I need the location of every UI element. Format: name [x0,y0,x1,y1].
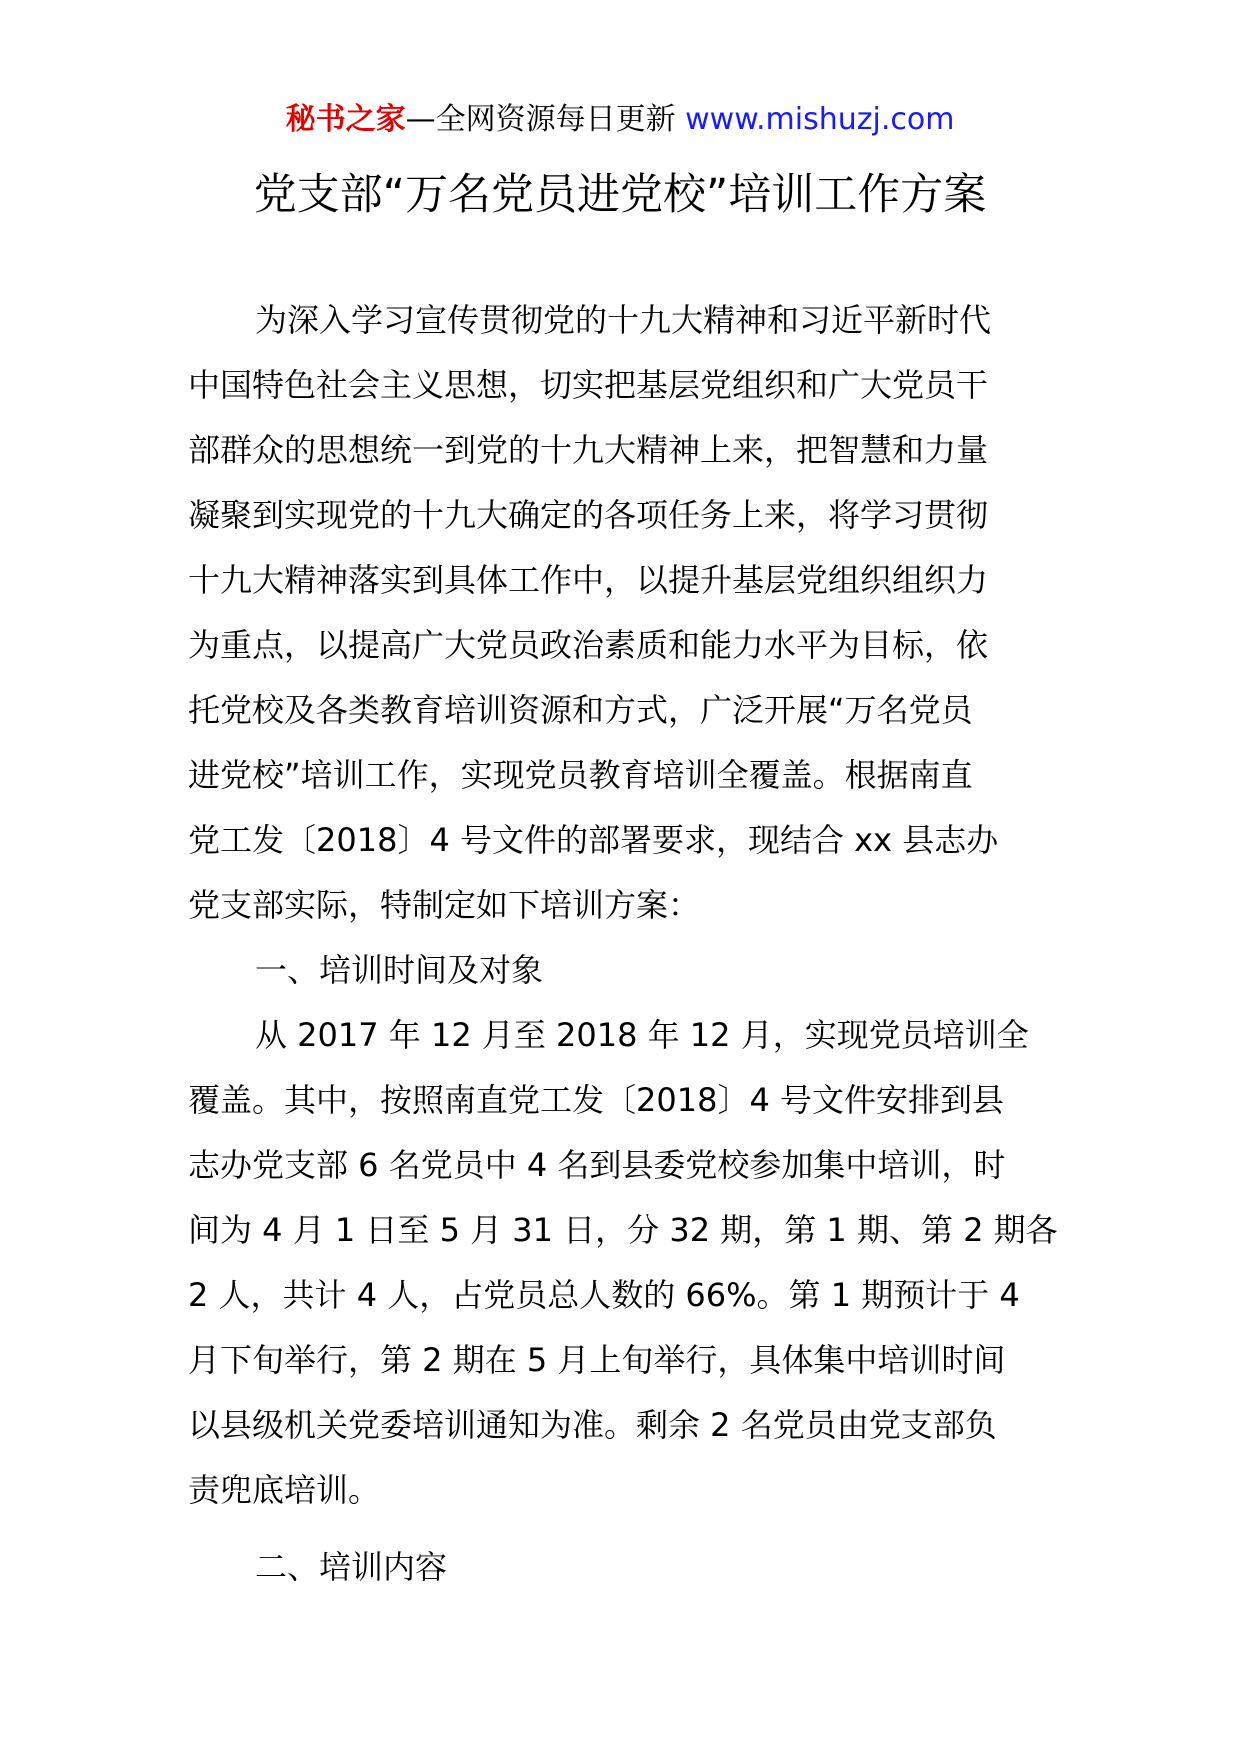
intro-line: 为重点，以提高广大党员政治素质和能力水平为目标，依 [188,626,989,664]
document-body [188,288,1058,1600]
intro-line: 中国特色社会主义思想，切实把基层党组织和广大党员干 [188,366,989,404]
intro-line: 部群众的思想统一到党的十九大精神上来，把智慧和力量 [188,431,989,469]
brand-name: 秘书之家 [285,102,406,137]
document-title: 党支部“万名党员进党校”培训工作方案 [253,170,987,220]
paragraph-line: 间为 4 月 1 日至 5 月 31 日，分 32 期，第 1 期、第 2 期各 [188,1211,1058,1249]
paragraph-line: 志办党支部 6 名党员中 4 名到县委党校参加集中培训，时 [188,1146,1006,1184]
site-header [0,100,1240,140]
paragraph-line: 从 2017 年 12 月至 2018 年 12 月，实现党员培训全 [255,1016,1029,1054]
paragraph-line: 责兜底培训。 [188,1471,381,1509]
paragraph-line: 2 人，共计 4 人，占党员总人数的 66%。第 1 期预计于 4 [188,1276,1020,1314]
paragraph-spacer [188,1523,1054,1535]
intro-line: 凝聚到实现党的十九大确定的各项任务上来，将学习贯彻 [188,496,989,534]
intro-line: 为深入学习宣传贯彻党的十九大精神和习近平新时代 [255,301,992,339]
intro-line: 党支部实际，特制定如下培训方案： [188,886,701,924]
intro-line: 党工发〔2018〕4 号文件的部署要求，现结合 xx 县志办 [188,821,999,859]
section-heading-2: 二、培训内容 [255,1548,448,1586]
paragraph-line: 以县级机关党委培训通知为准。剩余 2 名党员由党支部负 [188,1406,997,1444]
paragraph-line: 月下旬举行，第 2 期在 5 月上旬举行，具体集中培训时间 [188,1341,1006,1379]
paragraph-line: 覆盖。其中，按照南直党工发〔2018〕4 号文件安排到县 [188,1081,1004,1119]
intro-line: 十九大精神落实到具体工作中，以提升基层党组织组织力 [188,561,989,599]
section-heading-1: 一、培训时间及对象 [255,951,544,989]
site-url-link[interactable]: www.mishuzj.com [685,102,955,137]
site-slogan: —全网资源每日更新 [405,102,686,137]
intro-line: 进党校”培训工作，实现党员教育培训全覆盖。根据南直 [188,756,973,794]
intro-line: 托党校及各类教育培训资源和方式，广泛开展“万名党员 [188,691,973,729]
